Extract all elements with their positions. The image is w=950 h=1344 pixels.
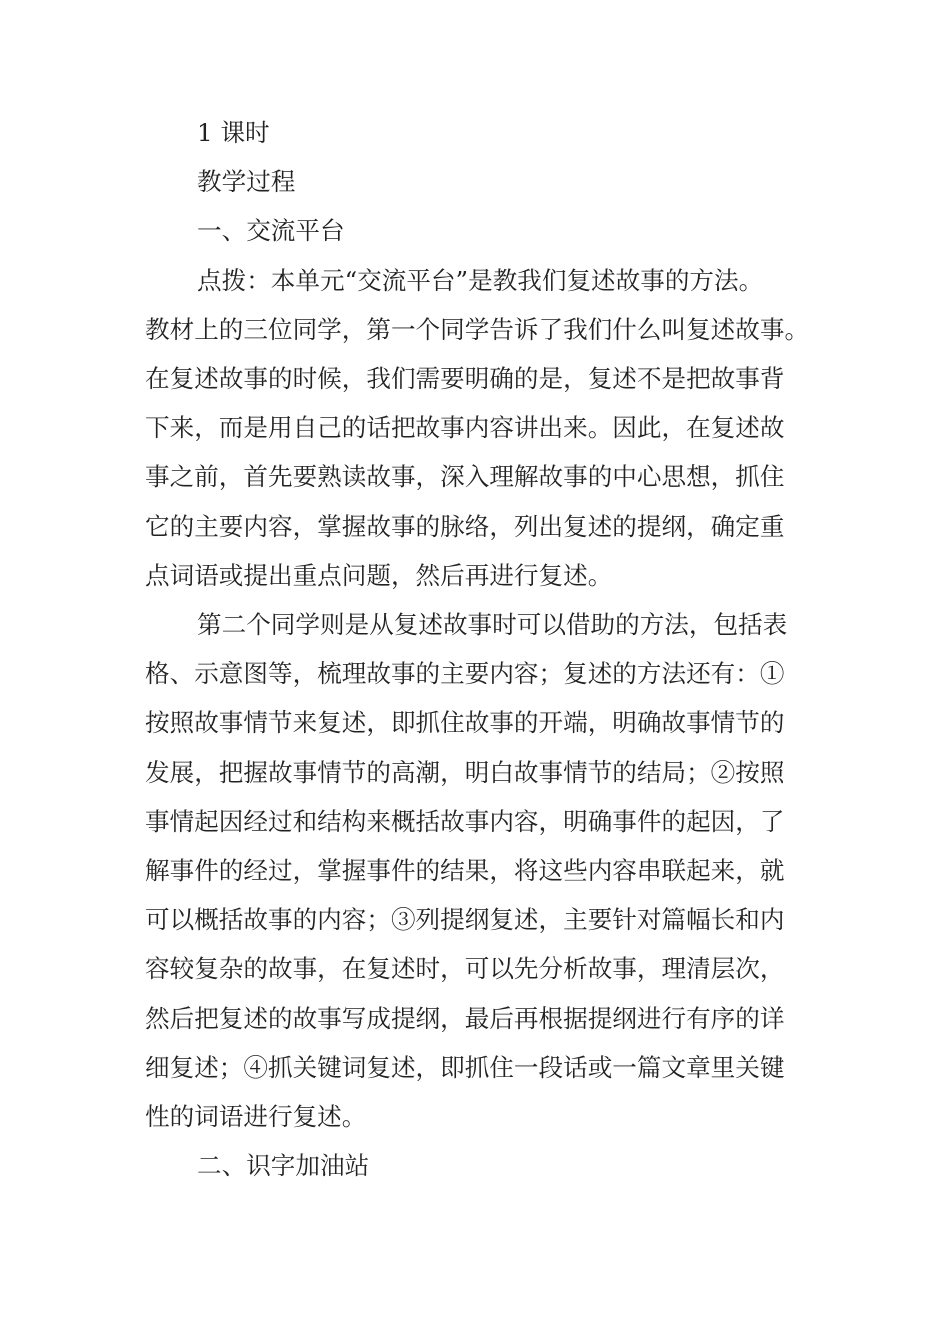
lesson-duration: 1 课时 — [197, 118, 270, 147]
paragraph-line: 格、示意图等，梳理故事的主要内容；复述的方法还有：① — [145, 659, 785, 689]
paragraph-line: 解事件的经过，掌握事件的结果，将这些内容串联起来，就 — [145, 856, 785, 886]
paragraph-line: 性的词语进行复述。 — [145, 1102, 367, 1132]
paragraph-line: 按照故事情节来复述，即抓住故事的开端，明确故事情节的 — [145, 708, 785, 738]
paragraph-line: 教材上的三位同学，第一个同学告诉了我们什么叫复述故事。 — [145, 314, 810, 344]
paragraph-line: 第二个同学则是从复述故事时可以借助的方法，包括表 — [197, 610, 788, 640]
paragraph-line: 点词语或提出重点问题，然后再进行复述。 — [145, 560, 613, 590]
paragraph-line: 事之前，首先要熟读故事，深入理解故事的中心思想，抓住 — [145, 462, 785, 492]
section-heading-exchange-platform: 一、交流平台 — [197, 216, 345, 246]
paragraph-line: 细复述；④抓关键词复述，即抓住一段话或一篇文章里关键 — [145, 1052, 785, 1082]
section-heading-teaching-process: 教学过程 — [197, 167, 296, 197]
paragraph-line: 在复述故事的时候，我们需要明确的是，复述不是把故事背 — [145, 364, 785, 394]
paragraph-line: 下来，而是用自己的话把故事内容讲出来。因此，在复述故 — [145, 413, 785, 443]
paragraph-line: 它的主要内容，掌握故事的脉络，列出复述的提纲，确定重 — [145, 511, 785, 541]
paragraph-line: 然后把复述的故事写成提纲，最后再根据提纲进行有序的详 — [145, 1003, 785, 1033]
paragraph-line: 可以概括故事的内容；③列提纲复述，主要针对篇幅长和内 — [145, 905, 785, 935]
document-page — [145, 108, 810, 1190]
paragraph-line: 发展，把握故事情节的高潮，明白故事情节的结局；②按照 — [145, 757, 785, 787]
section-heading-literacy-station: 二、识字加油站 — [197, 1151, 370, 1181]
paragraph-line: 容较复杂的故事，在复述时，可以先分析故事，理清层次， — [145, 954, 785, 984]
paragraph-line: 点拨：本单元“交流平台”是教我们复述故事的方法。 — [197, 265, 764, 295]
paragraph-line: 事情起因经过和结构来概括故事内容，明确事件的起因，了 — [145, 806, 785, 836]
